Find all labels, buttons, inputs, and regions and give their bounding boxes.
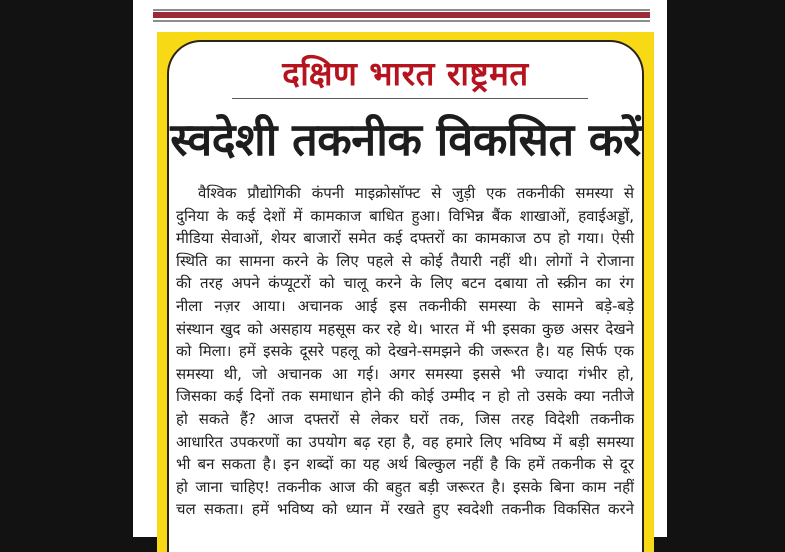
body-line: समस्या थी, जो अचानक आ गई। अगर समस्या इससे भी ज्यादा गंभीर हो,	[176, 364, 634, 383]
editorial-box	[157, 32, 654, 552]
body-line: दुनिया के कई देशों में कामकाज बाधित हुआ। विभिन्न बैंक शाखाओं, हवाईअड्डों,	[176, 206, 634, 225]
body-line: नीला नज़र आया। अचानक आई इस तकनीकी समस्या के सामने बड़े-बड़े	[176, 296, 634, 315]
body-line: स्थिति का सामना करने के लिए पहले से कोई तैयारी नहीं थी। लोगों ने रोजाना	[176, 251, 634, 270]
editorial-headline: स्वदेशी तकनीक विकसित करें	[170, 113, 641, 166]
body-line: जिसका कई दिनों तक समाधान होने की कोई उम्मीद न हो तो उसके क्या नतीजे	[176, 387, 634, 406]
body-line: वैश्विक प्रौद्योगिकी कंपनी माइक्रोसॉफ्ट से जुड़ी एक तकनीकी समस्या से	[198, 184, 634, 202]
body-line: मीडिया सेवाओं, शेयर बाजारों समेत कई दफ्तरों का कामकाज ठप हो गया। ऐसी	[176, 229, 634, 248]
body-line: चल सकता। हमें भविष्य को ध्यान में रखते हुए स्वदेशी तकनीक विकसित करने	[176, 500, 634, 519]
editorial-panel	[167, 40, 644, 552]
newspaper-page	[133, 0, 667, 537]
rule-line-bottom	[153, 20, 650, 22]
rule-line-red	[153, 12, 650, 18]
newspaper-masthead: दक्षिण भारत राष्ट्रमत	[282, 54, 529, 93]
body-line: भी बन सकता है। इन शब्दों का यह अर्थ बिल्कुल नहीं है कि हमें तकनीक से दूर	[176, 455, 634, 474]
body-line: हो जाना चाहिए! तकनीक आज की बहुत बड़ी जरूरत है। इसके बिना काम नहीं	[176, 477, 634, 496]
masthead-divider	[232, 98, 588, 99]
body-line: को मिला। हमें इसके दूसरे पहलू को देखने-समझने की जरूरत है। यह सिर्फ एक	[176, 342, 634, 361]
body-line: की तरह अपने कंप्यूटरों को चालू करने के लिए बटन दबाया तो स्क्रीन का रंग	[176, 274, 634, 293]
body-line: हो सकते हैं? आज दफ्तरों से लेकर घरों तक, जिस तरह विदेशी तकनीक	[176, 409, 634, 428]
body-line: आधारित उपकरणों का उपयोग बढ़ रहा है, वह हमारे लिए भविष्य में बड़ी समस्या	[176, 432, 634, 451]
top-double-rule	[153, 9, 650, 22]
body-line: संस्थान खुद को असहाय महसूस कर रहे थे। भारत में भी इसका कुछ असर देखने	[176, 319, 634, 338]
editorial-body	[176, 182, 634, 521]
rule-line-top	[153, 9, 650, 11]
